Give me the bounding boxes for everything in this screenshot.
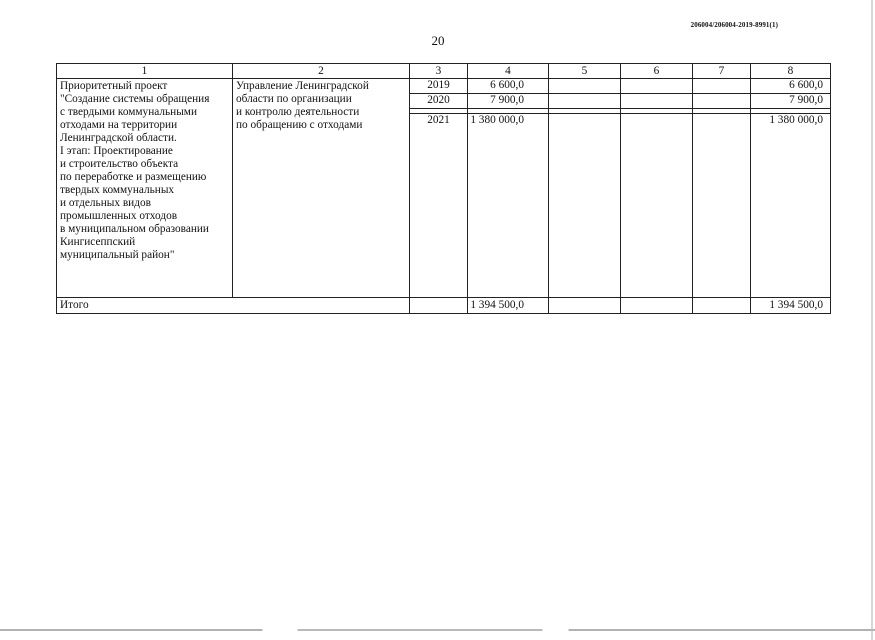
project-name-line: "Создание системы обращения [60,93,210,105]
col6-2021 [621,113,692,128]
executor-line: и контролю деятельности [236,106,360,118]
amount-col4-2019: 6 600,0 [468,79,548,94]
column-number-2: 2 [233,64,410,79]
total-col3 [410,298,468,314]
column-number-row [57,64,831,79]
project-name-line: муниципальный район" [60,249,175,261]
executor-line: по обращению с отходами [236,119,363,131]
project-name-line: и отдельных видов [60,197,151,209]
col5-2019 [549,79,620,94]
project-name-line: промышленных отходов [60,210,178,222]
amount-col8-cell [751,79,831,298]
col5-2020 [549,94,620,109]
executor-line: Управление Ленинградской [236,80,369,92]
column-number-5: 5 [549,64,621,79]
document-id: 206004/206004-2019-8991(1) [690,21,778,29]
scan-margin-line [871,0,873,640]
project-name-line: в муниципальном образовании [60,223,209,235]
total-col7 [693,298,751,314]
amount-col4-2021: 1 380 000,0 [468,113,548,128]
project-row [57,79,831,298]
total-col6 [621,298,693,314]
col7-cell [693,79,751,298]
amount-col8-2020: 7 900,0 [751,94,830,109]
page-number: 20 [431,33,445,48]
project-name-line: с твердыми коммунальными [60,106,197,118]
total-row [57,298,831,314]
amount-col8-2021: 1 380 000,0 [751,113,830,128]
col6-2019 [621,79,692,94]
project-name-line: Ленинградской области. [60,132,177,144]
project-name-line: твердых коммунальных [60,184,175,196]
year-2019: 2019 [410,79,467,94]
col5-cell [549,79,621,298]
budget-table [56,63,831,314]
total-col4: 1 394 500,0 [468,298,549,314]
col7-2021 [693,113,750,128]
project-name-line: по переработке и размещению [60,171,207,183]
column-number-4: 4 [468,64,549,79]
amount-col4-cell [468,79,549,298]
amount-col8-2019: 6 600,0 [751,79,830,94]
total-label: Итого [57,298,410,314]
scan-artifact-line [0,629,875,631]
executor-cell [233,79,410,298]
column-number-1: 1 [57,64,233,79]
project-name-line: отходами на территории [60,119,178,131]
year-cell [410,79,468,298]
total-col8: 1 394 500,0 [751,298,831,314]
col7-2019 [693,79,750,94]
col6-2020 [621,94,692,109]
year-2021: 2021 [410,113,467,128]
project-name-cell [57,79,233,298]
col7-2020 [693,94,750,109]
col6-cell [621,79,693,298]
project-name-line: Приоритетный проект [60,80,168,92]
amount-col4-2020: 7 900,0 [468,94,548,109]
project-name-line: I этап: Проектирование [60,145,173,157]
year-2020: 2020 [410,94,467,109]
col5-2021 [549,113,620,128]
column-number-3: 3 [410,64,468,79]
column-number-8: 8 [751,64,831,79]
column-number-7: 7 [693,64,751,79]
column-number-6: 6 [621,64,693,79]
project-name-line: Кингисеппский [60,236,136,248]
project-name-line: и строительство объекта [60,158,179,170]
total-col5 [549,298,621,314]
executor-line: области по организации [236,93,352,105]
